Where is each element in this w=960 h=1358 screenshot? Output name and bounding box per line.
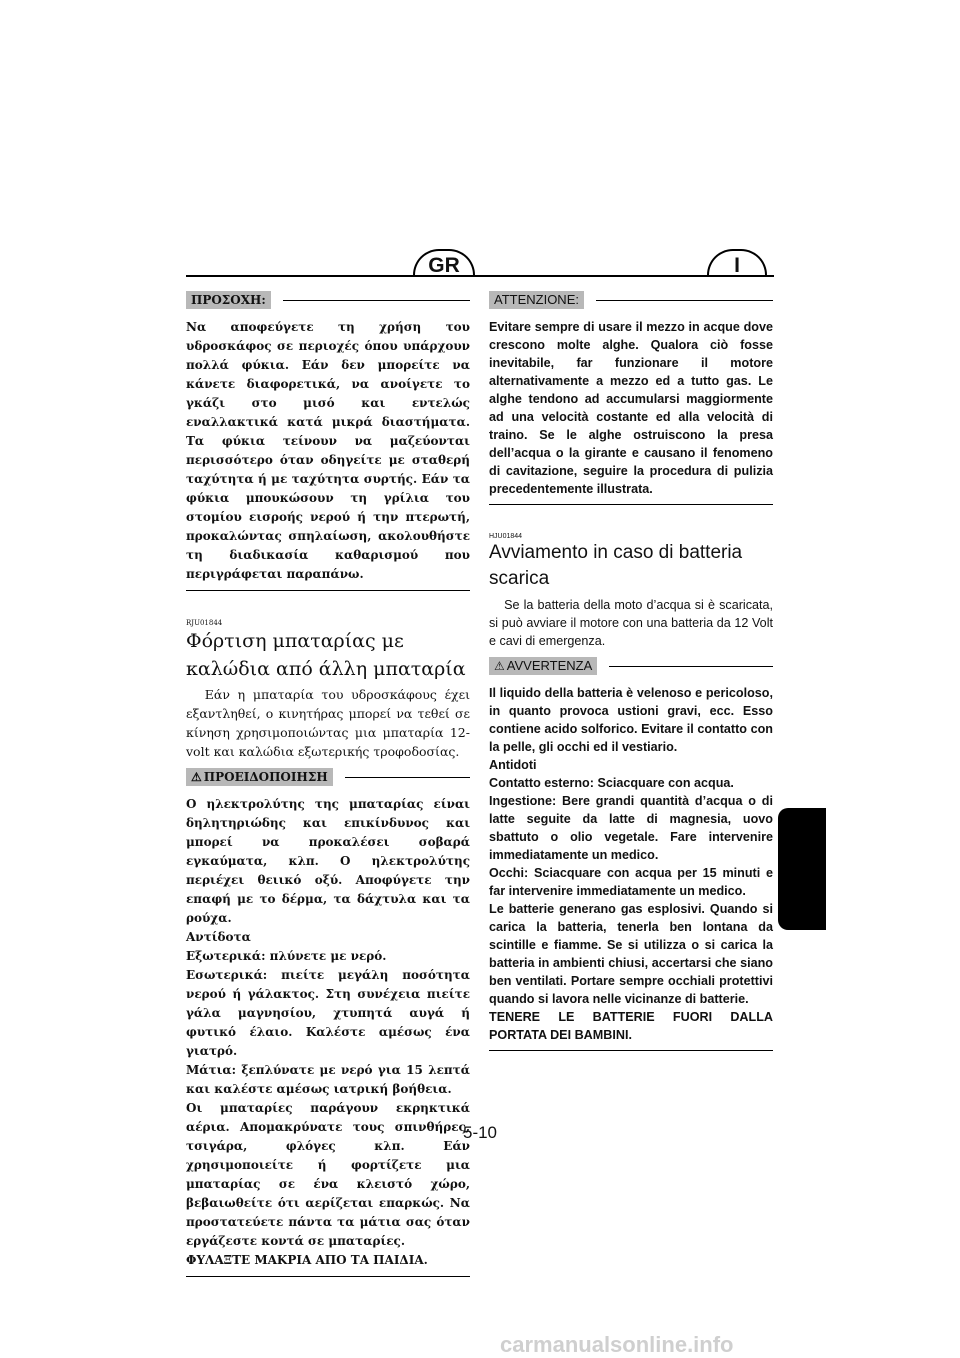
warning-triangle-icon: ⚠ [494, 659, 505, 673]
warning-triangle-icon: ⚠ [191, 770, 202, 784]
warning-line: Contatto esterno: Sciacquare con acqua. [489, 776, 734, 790]
page-number: 5-10 [462, 1123, 498, 1142]
warning-line: Ingestione: Bere grandi quantità d’acqua o di latte seguite da latte di magnesia, uovo sbattuto o olio vegetale. Fare intervenire immediatamente un medico. [489, 794, 773, 862]
lang-tab-gr: GR [413, 249, 475, 275]
header-rule [186, 275, 774, 277]
lang-tab-it: I [707, 249, 767, 275]
warning-line: Ο ηλεκτρολύτης της μπαταρίας είναι δηλητηριώδης και επικίνδυνος και μπορεί να προκαλέσει σοβαρά εγκαύματα, κλπ. Ο ηλεκτρολύτης περιέχει θειικό οξύ. Αποφύγετε την επαφή με το δέρμα, τα δάχτυλα και τα ρούχα. [186, 797, 470, 925]
label-rule [596, 300, 773, 301]
italian-column [489, 290, 773, 1051]
chapter-thumb-tab [778, 808, 826, 930]
warning-line: Εσωτερικά: πιείτε μεγάλη ποσότητα νερού ή γάλακτος. Στη συνέχεια πιείτε γάλα μαγνησίου, χτυπητά αυγά ή φυτικό έλαιο. Καλέστε αμέσως ένα γιατρό. [186, 968, 470, 1058]
warning-line: Il liquido della batteria è velenoso e pericoloso, in quanto provoca ustioni gravi, ecc. Esso contiene acido solforico. Evitare il contatto con la pelle, gli occhi ed il vestiario. [489, 686, 773, 754]
label-rule [283, 300, 470, 301]
intro-text-gr: Εάν η μπαταρία του υδροσκάφους έχει εξαντληθεί, ο κινητήρας μπορεί να τεθεί σε κίνηση χρησιμοποιώντας μια μπαταρία 12-volt και καλώδια εξωτερικής τροφοδοσίας. [186, 687, 470, 759]
warning-box-gr [186, 767, 470, 1277]
warning-label-gr: ⚠ ΠΡΟΕΙΔΟΠΟΙΗΣΗ [186, 768, 333, 786]
warning-line: Antidoti [489, 758, 537, 772]
caution-label-gr: ΠΡΟΣΟΧΗ: [186, 291, 271, 309]
warning-line: Αντίδοτα [186, 930, 251, 944]
intro-text-it: Se la batteria della moto d’acqua si è scaricata, si può avviare il motore con una batteria da 12 Volt e cavi di emergenza. [489, 598, 773, 648]
section-code-it: HJU01844 [489, 533, 523, 540]
caution-text-it: Evitare sempre di usare il mezzo in acque dove crescono molte alghe. Qualora ciò fosse inevitabile, far funzionare il motore alternativamente a mezzo ed a tutto gas. Le alghe tendono ad accumularsi maggiormente ad una velocità costante ed alla velocità di traino. Se le alghe ostruiscono la presa dell’acqua o la girante e causano il fenomeno di cavitazione, seguire la procedura di pulizia precedentemente illustrata. [489, 320, 773, 496]
watermark: carmanualsonline.info [500, 1332, 734, 1357]
warning-line: TENERE LE BATTERIE FUORI DALLA PORTATA DEI BAMBINI. [489, 1010, 773, 1042]
section-code-gr: RJU01844 [186, 619, 223, 627]
warning-label-it: ⚠ AVVERTENZA [489, 657, 597, 675]
caution-box-it [489, 290, 773, 505]
warning-line: Οι μπαταρίες παράγουν εκρηκτικά αέρια. Απομακρύνατε τους σπινθήρες, τσιγάρα, φλόγες κλπ. Εάν χρησιμοποιείτε ή φορτίζετε μια μπαταρίας σε ένα κλειστό χώρο, βεβαιωθείτε ότι αερίζεται επαρκώς. Να προστατεύετε πάντα τα μάτια σας όταν εργάζεστε κοντά σε μπαταρίες. [186, 1101, 470, 1248]
label-rule [609, 666, 773, 667]
warning-box-it [489, 656, 773, 1051]
warning-line: ΦΥΛΑΞΤΕ ΜΑΚΡΙΑ ΑΠΟ ΤΑ ΠΑΙΔΙΑ. [186, 1253, 428, 1267]
warning-line: Μάτια: ξεπλύνατε με νερό για 15 λεπτά και καλέστε αμέσως ιατρική βοήθεια. [186, 1063, 470, 1096]
section-title-it: Avviamento in caso di batteria scarica [489, 542, 743, 589]
caution-text-gr: Να αποφεύγετε τη χρήση του υδροσκάφος σε περιοχές όπου υπάρχουν πολλά φύκια. Εάν δεν μπορείτε να κάνετε διαφορετικά, να ανοίγετε το γκάζι στο μισό και εντελώς εναλλακτικά κατά μικρά διαστήματα. Τα φύκια τείνουν να μαζεύονται περισσότερο όταν οδηγείτε με σταθερή ταχύτητα ή με ταχύτητα συρτής. Εάν τα φύκια μπουκώσουν τη γρίλια του στομίου εισροής νερού ή την πτερωτή, προκαλώντας σπηλαίωση, ακολουθήστε τη διαδικασία καθαρισμού που περιγράφεται παραπάνω. [186, 320, 470, 581]
label-rule [345, 777, 470, 778]
caution-box-gr [186, 290, 470, 591]
warning-line: Le batterie generano gas esplosivi. Quando si carica la batteria, tenerla ben lontana da scintille e fiamme. Se si utilizza o si carica la batteria in ambienti chiusi, accertarsi che siano ben ventilati. Portare sempre occhiali protettivi quando si lavora nelle vicinanze di batterie. [489, 902, 773, 1006]
section-title-gr: Φόρτιση μπαταρίας με καλώδια από άλλη μπαταρία [186, 630, 466, 680]
warning-line: Occhi: Sciacquare con acqua per 15 minuti e far intervenire immediatamente un medico. [489, 866, 773, 898]
warning-line: Εξωτερικά: πλύνετε με νερό. [186, 949, 387, 963]
caution-label-it: ATTENZIONE: [489, 291, 584, 309]
